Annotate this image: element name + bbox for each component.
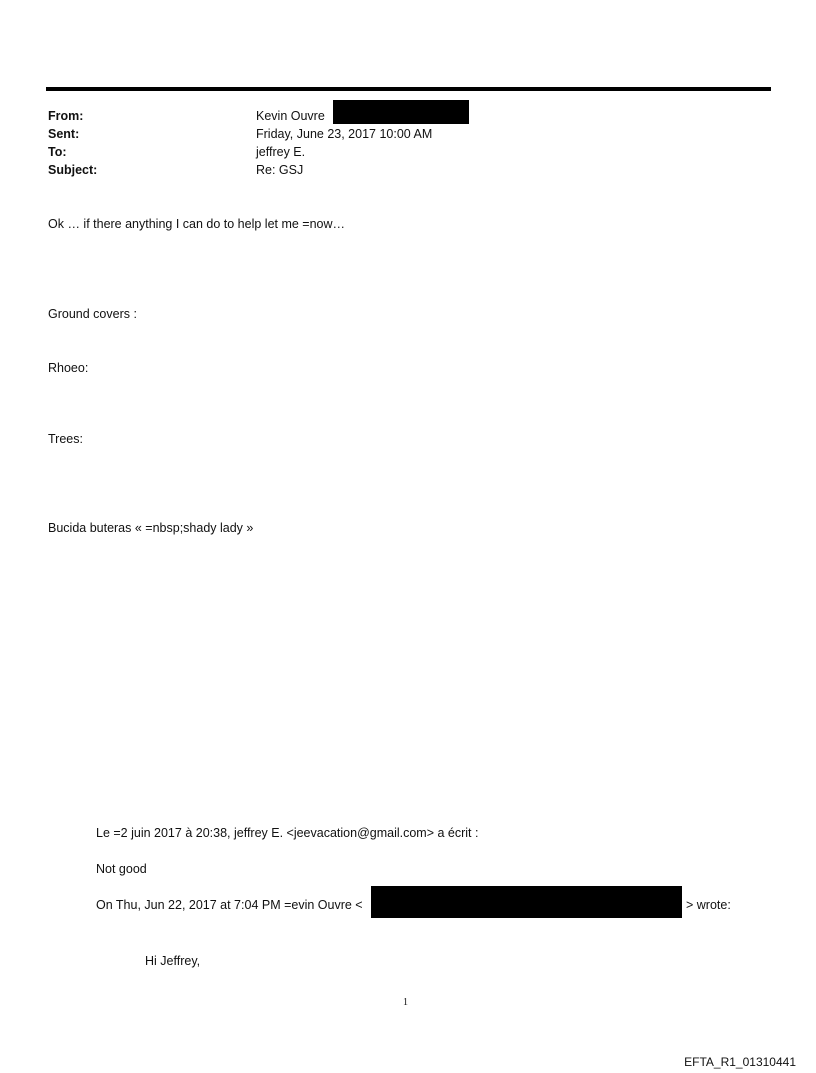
- quoted-line-4: Hi Jeffrey,: [145, 954, 201, 968]
- quoted-line-2: Not good: [96, 862, 147, 876]
- quoted-line-3-suffix: > wrote:: [686, 898, 731, 912]
- quoted-line-3: On Thu, Jun 22, 2017 at 7:04 PM =evin Ouvre <: [96, 898, 363, 912]
- from-label: From:: [48, 109, 84, 123]
- subject-label: Subject:: [48, 163, 98, 177]
- document-id: EFTA_R1_01310441: [684, 1055, 796, 1069]
- to-label: To:: [48, 145, 67, 159]
- body-line-5: Bucida buteras « =nbsp;shady lady »: [48, 521, 254, 535]
- redaction-block: [333, 100, 469, 124]
- subject-value: Re: GSJ: [256, 163, 304, 177]
- to-value: jeffrey E.: [256, 145, 306, 159]
- body-line-1: Ok … if there anything I can do to help let me =now…: [48, 217, 346, 231]
- redaction-block: [371, 886, 682, 918]
- sent-value: Friday, June 23, 2017 10:00 AM: [256, 127, 433, 141]
- body-line-2: Ground covers :: [48, 307, 137, 321]
- header-divider: [46, 87, 771, 91]
- quoted-line-1: Le =2 juin 2017 à 20:38, jeffrey E. <jeevacation@gmail.com> a écrit :: [96, 826, 479, 840]
- sent-label: Sent:: [48, 127, 80, 141]
- body-line-4: Trees:: [48, 432, 83, 446]
- body-line-3: Rhoeo:: [48, 361, 89, 375]
- page-number: 1: [403, 997, 408, 1008]
- from-value: Kevin Ouvre: [256, 109, 325, 123]
